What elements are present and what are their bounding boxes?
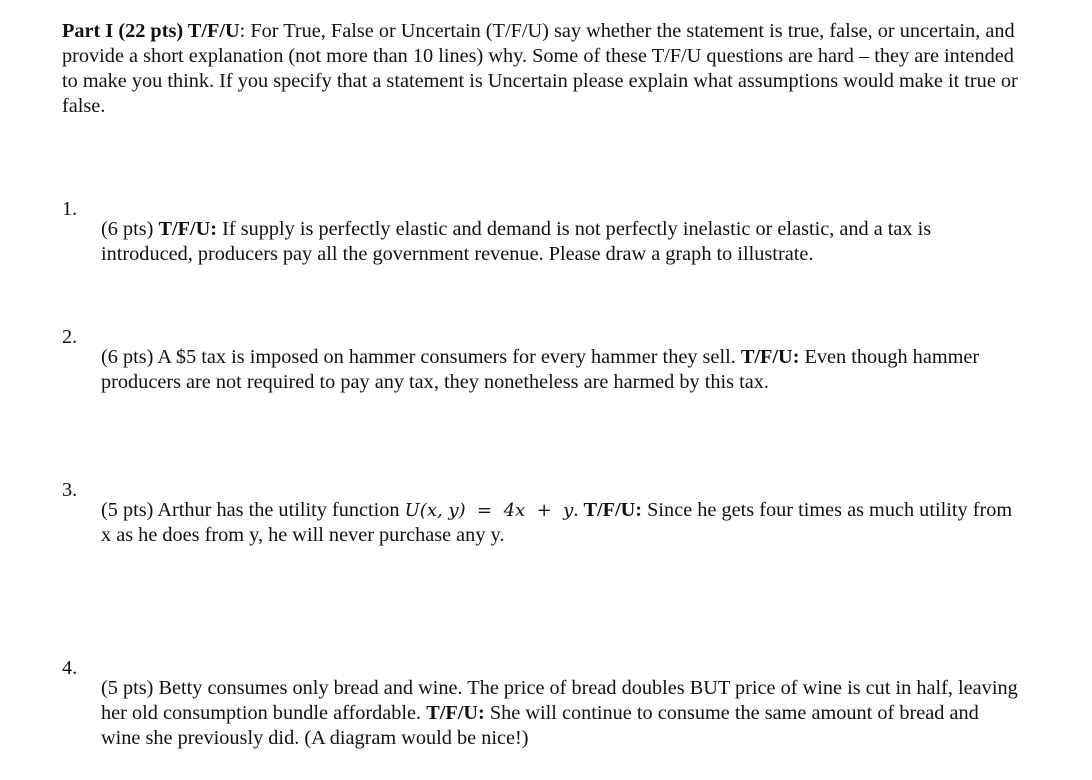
- question-setup: (5 pts) Arthur has the utility function: [101, 499, 405, 522]
- question-number: 1.: [62, 198, 78, 220]
- question-setup: (5 pts) Betty consumes only bread and wine. The price of bread doubles BUT price of wine is cut in half, leaving her old consumption bundle affordable.: [101, 677, 1018, 725]
- question-text: [101, 498, 1022, 548]
- question-1: [62, 197, 1022, 288]
- question-points: (6 pts): [101, 218, 159, 241]
- question-setup: (6 pts) A $5 tax is imposed on hammer consumers for every hammer they sell.: [101, 346, 741, 369]
- question-statement: If supply is perfectly elastic and demand is not perfectly inelastic or elastic, and a tax is introduced, producers pay all the government revenue. Please draw a graph to illustrate.: [101, 218, 932, 266]
- tfu-label: T/F/U:: [426, 702, 485, 725]
- question-number: 3.: [62, 479, 78, 501]
- tfu-label: T/F/U:: [158, 218, 218, 241]
- tfu-label: T/F/U:: [583, 499, 643, 522]
- tfu-label: T/F/U:: [740, 346, 800, 369]
- question-3: [62, 478, 1022, 569]
- question-2: [62, 325, 1022, 416]
- question-text: [101, 217, 1022, 267]
- question-text: [101, 345, 1022, 395]
- part-heading: Part I (22 pts) T/F/U: [62, 20, 240, 42]
- question-text: [101, 676, 1022, 751]
- part-intro-paragraph: [62, 19, 1022, 119]
- question-number: 4.: [62, 657, 78, 679]
- question-statement: She will continue to consume the same amount of bread and wine she previously did. (A diagram would be nice!): [101, 702, 979, 750]
- utility-function-formula: U(x, y) = 4x + y: [404, 500, 574, 522]
- question-4: [62, 656, 1022, 772]
- part-instructions: : For True, False or Uncertain (T/F/U) say whether the statement is true, false, or uncertain, and provide a short explanation (not more than 10 lines) why. Some of these T/F/U questions are hard – they are intended to make you think. If you specify that a statement is Uncertain please explain what assumptions would make it true or false.: [62, 20, 1018, 117]
- question-statement: Even though hammer producers are not required to pay any tax, they nonetheless are harmed by this tax.: [101, 346, 980, 394]
- question-number: 2.: [62, 326, 78, 348]
- question-statement: Since he gets four times as much utility from x as he does from y, he will never purchase any y.: [101, 499, 1013, 547]
- formula-punctuation: .: [573, 499, 584, 522]
